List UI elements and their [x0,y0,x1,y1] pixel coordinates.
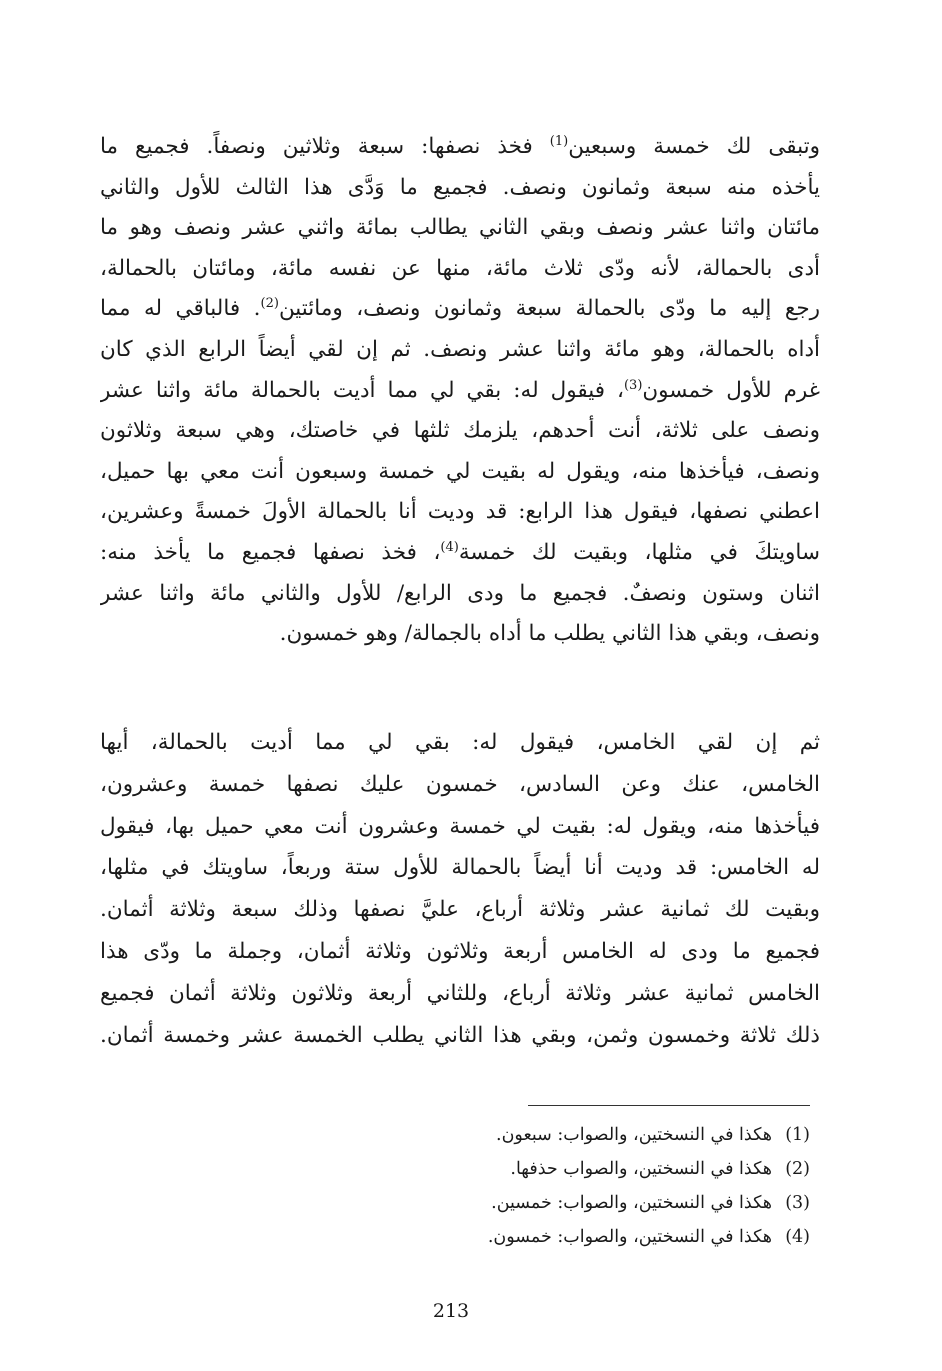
paragraph-line: ذلك ثلاثة وخمسون وثمن، وبقي هذا الثاني يطلب الخمسة عشر وخمسة أثمان. [100,1022,820,1048]
footnote-ref-1: (1) [549,133,569,149]
paragraph-line: ساويتكَ في مثلها، وبقيت لك خمسة$^{(4)}$، فخذ نصفها فجميع ما يأخذ منه: [100,539,820,565]
body-paragraph-2 [100,722,820,1056]
footnote-item [300,1186,810,1220]
footnote-number: (4) [785,1227,810,1247]
paragraph-line: ونصف على ثلاثة، أنت أحدهم، يلزمك ثلثها في خاصتك، وهي سبعة وثلاثون [100,418,820,444]
paragraph-line: ثم إن لقي الخامس، فيقول له: بقي لي مما أديت بالحمالة، أيها [100,730,820,755]
footnote-number: (2) [785,1159,810,1179]
footnote-ref-4: (4) [440,539,459,555]
footnote-text: هكذا في النسختين، والصواب: خمسين. [491,1193,772,1213]
footnote-number: (3) [785,1193,810,1213]
footnote-ref-2: (2) [260,296,279,312]
paragraph-line: رجع إليه ما ودّى بالحمالة سبعة وثمانون ونصف، ومائتين$^{(2)}$. فالباقي له مما [100,296,820,322]
paragraph-line: أدى بالحمالة، لأنه ودّى ثلاث مائة، منها عن نفسه مائة، ومائتان بالحمالة، [100,255,820,281]
paragraph-line: اثنان وستون ونصفٌ. فجميع ما ودى الرابع/ للأول والثاني مائة واثنا عشر [100,580,820,606]
paragraph-line: له الخامس: قد وديت أنا أيضاً بالحمالة للأول ستة وربعاً، ساويتك في مثلها، [100,855,820,881]
paragraph-line: وبقيت لك ثمانية عشر وثلاثة أرباع، عليَّ نصفها وذلك سبعة وثلاثة أثمان. [100,897,820,923]
footnote-text: هكذا في النسختين، والصواب: خمسون. [487,1227,772,1247]
footnote-item [300,1220,810,1254]
paragraph-line: مائتان واثنا عشر ونصف وبقي الثاني يطالب بمائة واثني عشر ونصف وهو ما [100,215,820,241]
paragraph-line: الخامس ثمانية عشر وثلاثة أرباع، وللثاني أربعة وثلاثون وثلاثة أثمان فجميع [100,980,820,1006]
paragraph-line: أداه بالحمالة، وهو مائة واثنا عشر ونصف. ثم إن لقي أيضاً الرابع الذي كان [100,336,820,362]
paragraph-line: ونصف، وبقي هذا الثاني يطلب ما أداه بالجمالة/ وهو خمسون. [279,621,820,647]
footnote-separator [528,1105,810,1106]
paragraph-line: الخامس، عنك وعن السادس، خمسون عليك نصفها خمسة وعشرون، [100,771,820,797]
body-paragraph-1 [100,126,820,654]
footnote-item [300,1152,810,1186]
footnotes-list [300,1118,810,1254]
footnote-text: هكذا في النسختين، والصواب: سبعون. [496,1125,772,1145]
paragraph-line: فجميع ما ودى له الخامس أربعة وثلاثون وثلاثة أثمان، وجملة ما ودّى هذا [100,938,820,964]
footnote-text: هكذا في النسختين، والصواب حذفها. [510,1159,772,1179]
paragraph-line: اعطني نصفها، فيقول هذا الرابع: قد وديت أنا بالحمالة الأولَ خمسةً وعشرين، [100,499,820,525]
footnote-ref-3: (3) [623,377,643,393]
paragraph-line: ونصف، فيأخذها منه، ويقول له بقيت لي خمسة وسبعون أنت معي بها حميل، [100,458,820,484]
paragraph-line: فيأخذها منه، ويقول له: بقيت لي خمسة وعشرون أنت معي حميل بها، فيقول [100,813,820,839]
paragraph-line: وتبقى لك خمسة وسبعين$^{(1)}$ فخذ نصفها: سبعة وثلاثين ونصفاً. فجميع ما [100,133,820,159]
footnote-item [300,1118,810,1152]
footnote-number: (1) [785,1125,810,1145]
paragraph-line: غرم للأول خمسون$^{(3)}$، فيقول له: بقي لي مما أديت بالحمالة مائة واثنا عشر [100,377,820,403]
paragraph-line: يأخذه منه سبعة وثمانون ونصف. فجميع ما وَدَّى هذا الثالث للأول والثاني [100,174,820,200]
page-number: 213 [432,1300,470,1322]
